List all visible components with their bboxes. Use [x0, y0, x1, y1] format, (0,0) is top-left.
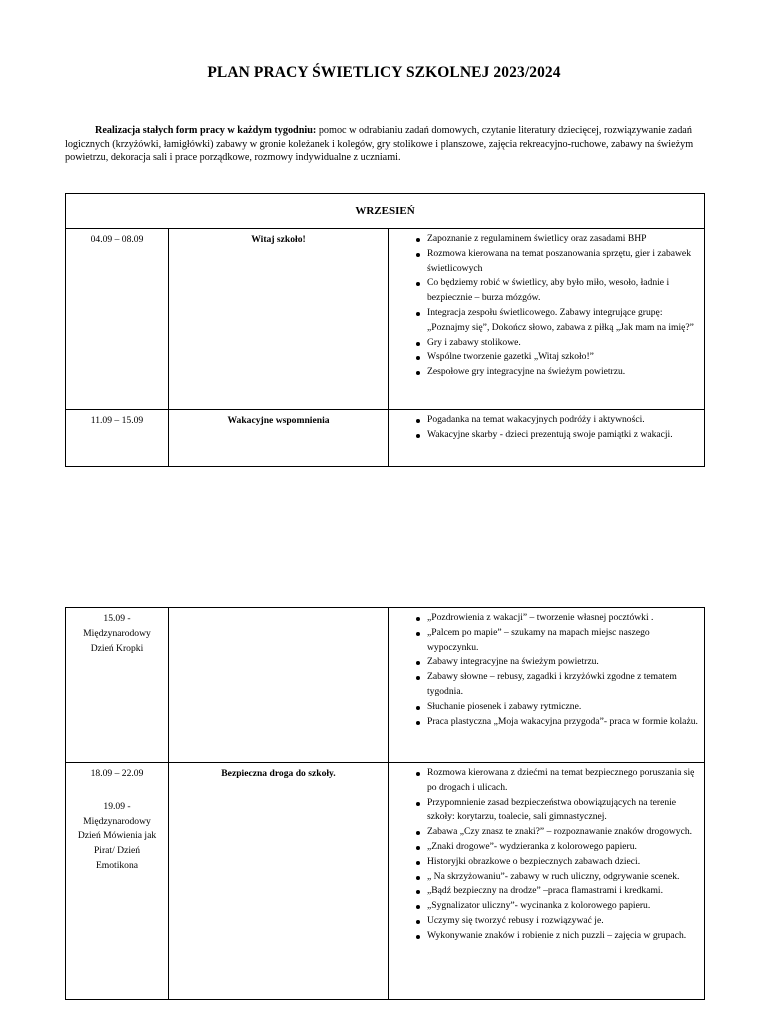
activities-list: [389, 766, 700, 944]
list-item: Zabawa „Czy znasz te znaki?” – rozpoznawanie znaków drogowych.: [389, 825, 700, 840]
list-item: „Sygnalizator uliczny”- wycinanka z kolorowego papieru.: [389, 899, 700, 914]
list-item: „Pozdrowienia z wakacji” – tworzenie własnej pocztówki .: [389, 611, 700, 626]
plan-table-1: [65, 193, 705, 467]
date-note: 19.09 - Międzynarodowy Dzień Mówienia jak Pirat/ Dzień Emotikona: [77, 800, 157, 871]
list-item: Wspólne tworzenie gazetki „Witaj szkoło!”: [389, 350, 700, 365]
topic-cell: Bezpieczna droga do szkoły.: [169, 763, 389, 1000]
activities-cell: [389, 608, 705, 763]
date-cell: 11.09 – 15.09: [66, 410, 169, 467]
date-range: 18.09 – 22.09: [90, 768, 144, 779]
plan-table-2: [65, 607, 705, 1000]
list-item: „Znaki drogowe”- wydzieranka z kolorowego papieru.: [389, 840, 700, 855]
list-item: Rozmowa kierowana na temat poszanowania sprzętu, gier i zabawek świetlicowych: [389, 247, 700, 277]
list-item: Uczymy się tworzyć rebusy i rozwiązywać je.: [389, 914, 700, 929]
list-item: Wakacyjne skarby - dzieci prezentują swoje pamiątki z wakacji.: [389, 428, 700, 443]
list-item: Zabawy integracyjne na świeżym powietrzu.: [389, 655, 700, 670]
topic-cell: [169, 608, 389, 763]
list-item: Słuchanie piosenek i zabawy rytmiczne.: [389, 700, 700, 715]
list-item: Gry i zabawy stolikowe.: [389, 336, 700, 351]
activities-cell: [389, 410, 705, 467]
list-item: Integracja zespołu świetlicowego. Zabawy integrujące grupę: „Poznajmy się”, Dokończ słowo, zabawa z piłką „Jak mam na imię?”: [389, 306, 700, 336]
list-item: „Palcem po mapie” – szukamy na mapach miejsc naszego wypoczynku.: [389, 626, 700, 656]
table-row: [66, 608, 705, 763]
topic-cell: Witaj szkoło!: [169, 229, 389, 410]
list-item: Zapoznanie z regulaminem świetlicy oraz zasadami BHP: [389, 232, 700, 247]
list-item: Zabawy słowne – rebusy, zagadki i krzyżówki zgodne z tematem tygodnia.: [389, 670, 700, 700]
intro-paragraph: [65, 124, 705, 165]
table-row: [66, 229, 705, 410]
activities-list: [389, 413, 700, 443]
activities-list: [389, 611, 700, 729]
topic-cell: Wakacyjne wspomnienia: [169, 410, 389, 467]
list-item: Rozmowa kierowana z dziećmi na temat bezpiecznego poruszania się po drogach i ulicach.: [389, 766, 700, 796]
list-item: Przypomnienie zasad bezpieczeństwa obowiązujących na terenie szkoły: korytarzu, toalecie, sali gimnastycznej.: [389, 796, 700, 826]
date-cell: 04.09 – 08.09: [66, 229, 169, 410]
list-item: Historyjki obrazkowe o bezpiecznych zabawach dzieci.: [389, 855, 700, 870]
list-item: Wykonywanie znaków i robienie z nich puzzli – zajęcia w grupach.: [389, 929, 700, 944]
table-row: [66, 763, 705, 1000]
list-item: Pogadanka na temat wakacyjnych podróży i aktywności.: [389, 413, 700, 428]
intro-bold: Realizacja stałych form pracy w każdym tygodniu:: [95, 125, 317, 136]
activities-cell: [389, 763, 705, 1000]
date-cell: [66, 763, 169, 1000]
page-title: PLAN PRACY ŚWIETLICY SZKOLNEJ 2023/2024: [207, 64, 561, 81]
list-item: „Bądź bezpieczny na drodze” –praca flamastrami i kredkami.: [389, 884, 700, 899]
list-item: „ Na skrzyżowaniu”- zabawy w ruch uliczny, odgrywanie scenek.: [389, 870, 700, 885]
list-item: Zespołowe gry integracyjne na świeżym powietrzu.: [389, 365, 700, 380]
intro-text: pomoc w odrabianiu zadań domowych, czytanie literatury dziecięcej, rozwiązywanie zadań logicznych (krzyżówki, łamigłówki) zabawy w gronie koleżanek i kolegów, gry stolikowe i planszowe, zajęcia rekreacyjno-ruchowe, zabawy na świeżym powietrzu, dekoracja sali i prace porządkowe, rozmowy indywidualne z uczniami.: [65, 125, 694, 164]
month-header: WRZESIEŃ: [66, 194, 705, 229]
list-item: Praca plastyczna „Moja wakacyjna przygoda”- praca w formie kolażu.: [389, 715, 700, 730]
activities-list: [389, 232, 700, 380]
activities-cell: [389, 229, 705, 410]
list-item: Co będziemy robić w świetlicy, aby było miło, wesoło, ładnie i bezpiecznie – burza mózgów.: [389, 276, 700, 306]
date-cell: 15.09 - Międzynarodowy Dzień Kropki: [66, 608, 169, 763]
table-row: [66, 410, 705, 467]
